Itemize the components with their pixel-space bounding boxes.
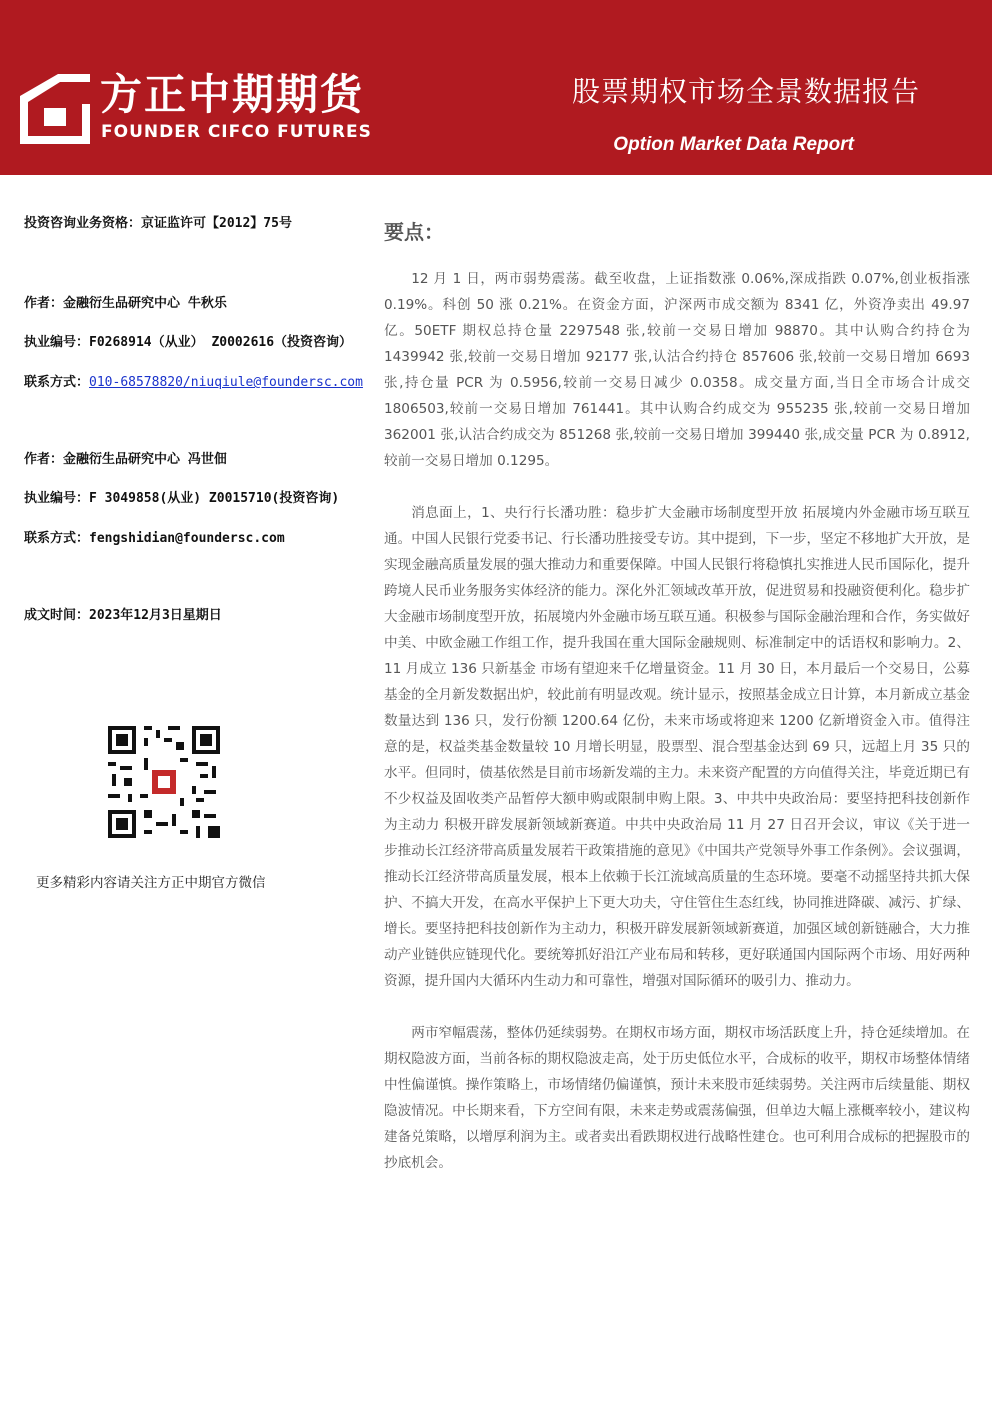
author1-contact (24, 371, 363, 390)
report-header (0, 0, 992, 175)
report-title: 股票期权市场全景数据报告 (571, 75, 920, 108)
key-points-heading: 要点： (384, 220, 444, 244)
author1-name: 作者：金融衍生品研究中心 牛秋乐 (24, 296, 227, 311)
author1-license: 执业编号：F0268914（从业） Z0002616（投资咨询） (24, 335, 353, 350)
report-body (384, 266, 970, 1202)
founder-logo-icon (20, 74, 90, 144)
brand-name-en: FOUNDER CIFCO FUTURES (101, 122, 372, 142)
author1-contact-label: 联系方式： (24, 375, 90, 390)
qr-caption: 更多精彩内容请关注方正中期官方微信 (36, 875, 266, 891)
author2-contact: 联系方式：fengshidian@foundersc.com (24, 531, 285, 546)
author2-name: 作者：金融衍生品研究中心 冯世佃 (24, 452, 227, 467)
author1-contact-link[interactable]: 010-68578820/niuqiule@foundersc.com (89, 375, 363, 390)
qr-code-icon (108, 726, 220, 838)
brand-name-cn: 方正中期期货 (100, 70, 365, 119)
paragraph-market-summary: 12 月 1 日，两市弱势震荡。截至收盘，上证指数涨 0.06%,深成指跌 0.07%,创业板指涨 0.19%。科创 50 涨 0.21%。在资金方面，沪深两市成交额为 8341 亿，外资净卖出 49.97 亿。50ETF 期权总持仓量 2297548 张,较前一交易日增加 98870。其中认购合约持仓为 1439942 张,较前一交易日增加 92177 张,认沽合约持仓 857606 张,较前一交易日增加 6693 张,持仓量 PCR 为 0.5956,较前一交易日减少 0.0358。成交量方面,当日全市场合计成交 1806503,较前一交易日增加 761441。其中认购合约成交为 955235 张,较前一交易日增加 362001 张,认沽合约成交为 851268 张,较前一交易日增加 399440 张,成交量 PCR 为 0.8912,较前一交易日增加 0.1295。 (384, 271, 970, 469)
author2-license: 执业编号：F 3049858(从业) Z0015710(投资咨询) (24, 491, 340, 506)
paragraph-strategy: 两市窄幅震荡，整体仍延续弱势。在期权市场方面，期权市场活跃度上升，持仓延续增加。在期权隐波方面，当前各标的期权隐波走高，处于历史低位水平，合成标的收平，期权市场整体情绪中性偏谨慎。操作策略上，市场情绪仍偏谨慎，预计未来股市延续弱势。关注两市后续量能、期权隐波情况。中长期来看，下方空间有限，未来走势或震荡偏强，但单边大幅上涨概率较小，建议构建备兑策略，以增厚利润为主。或者卖出看跌期权进行战略性建仓。也可利用合成标的把握股市的抄底机会。 (384, 1025, 970, 1171)
report-date: 成文时间：2023年12月3日星期日 (24, 608, 222, 623)
paragraph-news: 消息面上，1、央行行长潘功胜：稳步扩大金融市场制度型开放 拓展境内外金融市场互联互通。中国人民银行党委书记、行长潘功胜接受专访。其中提到，下一步，坚定不移地扩大开放，是实现金融高质量发展的强大推动力和重要保障。中国人民银行将稳慎扎实推进人民币国际化，提升跨境人民币业务服务实体经济的能力。深化外汇领域改革开放，促进贸易和投融资便利化。稳步扩大金融市场制度型开放，拓展境内外金融市场互联互通。积极参与国际金融治理和合作，务实做好中美、中欧金融工作组工作，提升我国在重大国际金融规则、标准制定中的话语权和影响力。2、11 月成立 136 只新基金 市场有望迎来千亿增量资金。11 月 30 日，本月最后一个交易日，公募基金的全月新发数据出炉，较此前有明显改观。统计显示，按照基金成立日计算，本月新成立基金数量达到 136 只，发行份额 1200.64 亿份，未来市场或将迎来 1200 亿新增资金入市。值得注意的是，权益类基金数量较 10 月增长明显，股票型、混合型基金达到 69 只，远超上月 35 只的水平。但同时，债基依然是目前市场新发端的主力。未来资产配置的方向值得关注，毕竟近期已有不少权益及固收类产品暂停大额申购或限制申购上限。3、中共中央政治局：要坚持把科技创新作为主动力 积极开辟发展新领域新赛道。中共中央政治局 11 月 27 日召开会议，审议《关于进一步推动长江经济带高质量发展若干政策措施的意见》《中国共产党领导外事工作条例》。会议强调，推动长江经济带高质量发展，根本上依赖于长江流域高质量的生态环境。要毫不动摇坚持共抓大保护、不搞大开发，在高水平保护上下更大功夫，守住管住生态红线，协同推进降碳、减污、扩绿、增长。要坚持把科技创新作为主动力，积极开辟发展新领域新赛道，加强区域创新链融合，大力推动产业链供应链现代化。要统筹抓好沿江产业布局和转移，更好联通国内国际两个市场、用好两种资源，提升国内大循环内生动力和可靠性，增强对国际循环的吸引力、推动力。 (384, 505, 970, 989)
report-subtitle: Option Market Data Report (613, 134, 854, 155)
qualification: 投资咨询业务资格：京证监许可【2012】75号 (24, 216, 292, 231)
